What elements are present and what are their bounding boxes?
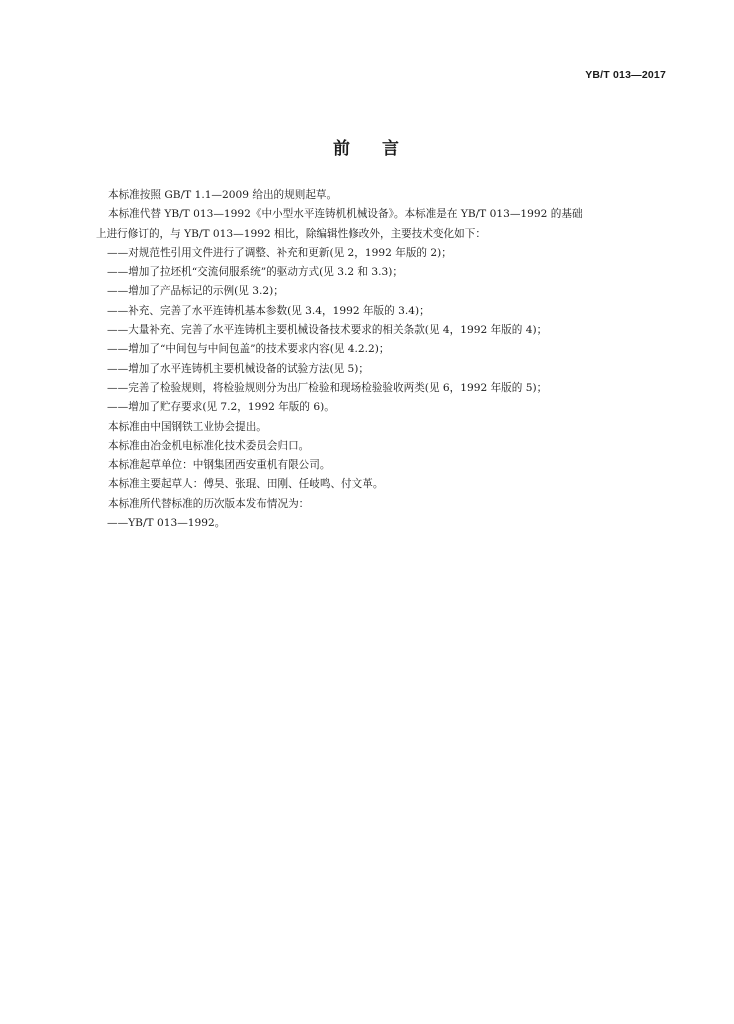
paragraph: 本标准起草单位：中钢集团西安重机有限公司。 [108,459,331,472]
list-item: ——增加了产品标记的示例(见 3.2)； [107,285,284,298]
list-item: ——YB/T 013—1992。 [107,517,226,530]
paragraph: 本标准主要起草人：傅昊、张琨、田刚、任岐鸣、付文革。 [108,478,384,491]
paragraph: 本标准由中国钢铁工业协会提出。 [108,420,267,433]
page-title [0,134,734,159]
list-item: ——大量补充、完善了水平连铸机主要机械设备技术要求的相关条款(见 4，1992 年版的 4)； [107,324,548,337]
list-item: ——增加了水平连铸机主要机械设备的试验方法(见 5)； [107,362,370,375]
standard-code: YB/T 013—2017 [585,69,666,81]
list-item: ——增加了拉坯机“交流伺服系统”的驱动方式(见 3.2 和 3.3)； [107,266,403,279]
paragraph-continuation: 上进行修订的，与 YB/T 013—1992 相比，除编辑性修改外，主要技术变化如下： [96,227,486,240]
list-item: ——对规范性引用文件进行了调整、补充和更新(见 2，1992 年版的 2)； [107,246,452,259]
paragraph: 本标准按照 GB/T 1.1—2009 给出的规则起草。 [108,189,338,201]
title-char-2: 言 [382,139,401,159]
list-item: ——补充、完善了水平连铸机基本参数(见 3.4，1992 年版的 3.4)； [107,304,430,317]
paragraph: 本标准所代替标准的历次版本发布情况为： [108,497,310,510]
list-item: ——完善了检验规则，将检验规则分为出厂检验和现场检验验收两类(见 6，1992 年版的 5)； [107,381,548,394]
list-item: ——增加了“中间包与中间包盖”的技术要求内容(见 4.2.2)； [107,343,390,356]
title-char-1: 前 [333,139,352,159]
paragraph: 本标准由冶金机电标准化技术委员会归口。 [108,439,310,452]
foreword-body [96,186,668,533]
list-item: ——增加了贮存要求(见 7.2，1992 年版的 6)。 [107,401,335,414]
paragraph: 本标准代替 YB/T 013—1992《中小型水平连铸机机械设备》。本标准是在 YB/T 013—1992 的基础 [108,208,583,221]
